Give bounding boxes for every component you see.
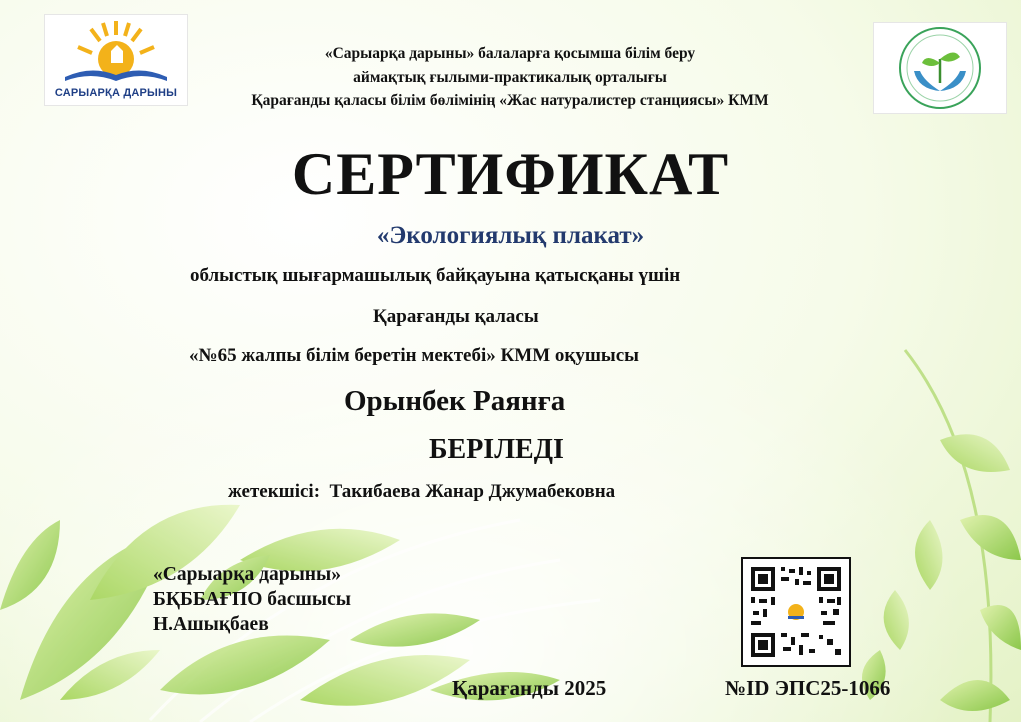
logo-text: САРЫАРҚА ДАРЫНЫ	[54, 87, 178, 99]
supervisor-label: жетекшісі:	[228, 481, 321, 502]
school-text: «№65 жалпы білім беретін мектебі» КММ оқушысы	[189, 345, 639, 366]
city-text: Қарағанды қаласы	[373, 306, 539, 327]
awarded-text: БЕРІЛЕДІ	[429, 434, 564, 465]
qr-code-icon	[743, 559, 849, 665]
competition-name: «Экологиялық плакат»	[376, 222, 645, 249]
recipient-name: Орынбек Раянға	[344, 385, 566, 417]
hands-sprout-logo-icon	[874, 23, 1006, 113]
supervisor-name: Такибаева Жанар Джумабековна	[329, 481, 616, 502]
certificate-title: СЕРТИФИКАТ	[291, 141, 730, 207]
young-naturalists-logo	[873, 22, 1007, 114]
qr-code[interactable]	[741, 557, 851, 667]
header-line-1: «Сарыарқа дарыны» балаларға қосымша білім беру	[324, 45, 696, 62]
header-line-3: Қарағанды қаласы білім бөлімінің «Жас натуралистер станциясы» КММ	[251, 92, 769, 109]
signatory-block	[153, 562, 351, 637]
city-year: Қарағанды 2025	[452, 676, 607, 700]
signatory-title: БҚББАҒПО басшысы	[153, 589, 351, 610]
supervisor	[228, 481, 615, 503]
participation-text: облыстық шығармашылық байқауына қатысқаны үшін	[190, 265, 681, 286]
certificate-id: №ID ЭПС25-1066	[725, 676, 891, 700]
signatory-name: Н.Ашықбаев	[153, 614, 269, 635]
signatory-org: «Сарыарқа дарыны»	[153, 564, 342, 585]
header-line-2: аймақтық ғылыми-практикалық орталығы	[353, 69, 667, 86]
